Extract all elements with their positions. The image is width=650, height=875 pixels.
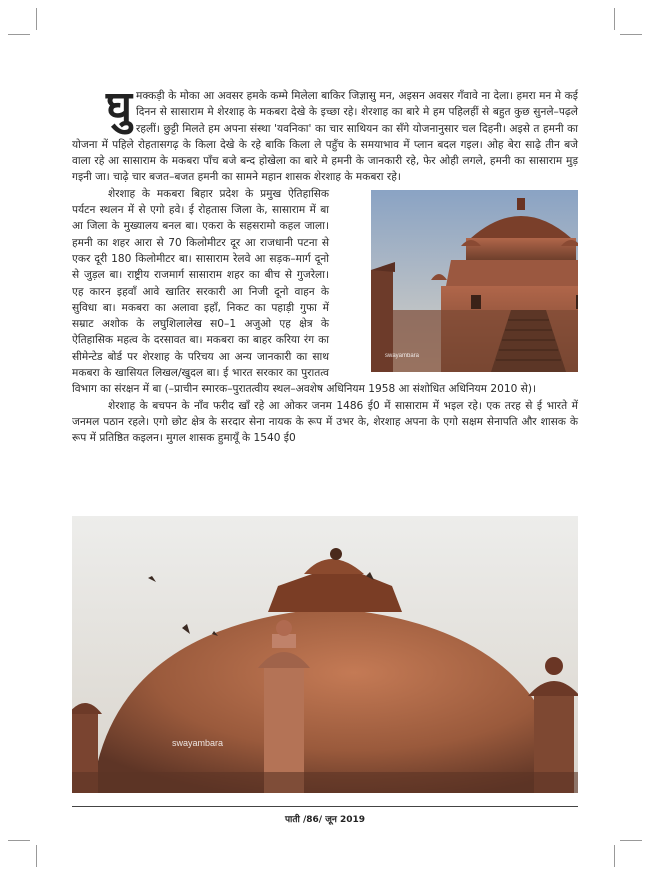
paragraph-1-text: मक्कड़ी के मोका आ अवसर हमके कम्मे मिलेला बाकिर जिज्ञासु मन, अइसन अवसर गँवावे ना देला। हमरा मन मे कई दिनन से सासाराम मे शेरशाह के मकबरा देखे के इच्छा रहे। शेरशाह का बारे मे हम पहिलहीं से बहुत कुछ सुनले–पढ़ले रहलीं। छुट्टी मिलते हम अपना संस्था 'यवनिका' का चार साथियन का सँगे योजनानुसार चल दिहनी। अइसे त हमनी का योजना में पहिले रोहतासगढ़ के किला देखे के रहे बाकि किला ले पहुँच के समयाभाव में प्लान बदल गइल। ओह बेरा साढ़े तीन बजे वाला रहे आ सासाराम के मकबरा पाँच बजे बन्द होखेला का बारे मे हमनी के जानकारी रहे, फेर ओही लगले, हमनी का सासाराम मुड़ गइनी जा। चाढ़े चार बजत–बजत हमनी का सामने महान शासक शेरशाह के मकबरा रहे।	[72, 90, 579, 184]
crop-mark	[614, 845, 615, 867]
paragraph-2-text: शेरशाह के मकबरा बिहार प्रदेश के प्रमुख ऐतिहासिक पर्यटन स्थलन में से एगो हवे। ई रोहतास जिला के, सासाराम में बा आ जिला के मुख्यालय बनल बा। एकरा के सहसरामो कहल जाला। हमनी का शहर आरा से 70 किलोमीटर दूर आ राजधानी पटना से एकर दूरी 180 किलोमीटर बा। सासाराम रेलवे आ सड़क–मार्ग दूनो से जुड़ल बा। राष्ट्रीय राजमार्ग सासाराम शहर का बीच से गुजरेला। एह कारन इहवाँ आवे खातिर सरकारी आ निजी दूनो वाहन के सुविधा बा। मकबरा का अलावा इहाँ, निकट का पहाड़ी गुफा में सम्राट अशोक के लघुशिलालेख स0–1 अजुओ एह क्षेत्र के ऐतिहासिक महत्व के दरसावत बा। मकबरा का बाहर करिया रंग का सीमेन्टेड बोर्ड पर शेरशाह के परिचय आ अन्य जानकारी का साथ मकबरा के खासियत लिखल/खुदल बा। ई भारत सरकार का पुरातत्व विभाग का संरक्षन में बा (–प्राचीन स्मारक–पुरातत्वीय स्थल–अवशेष अधिनियम 1958 आ संशोधित अधिनियम 2010 से)।	[72, 187, 536, 396]
drop-cap: घु	[106, 82, 133, 133]
paragraph-3-text: शेरशाह के बचपन के नाँव फरीद खाँ रहे आ ओकर जनम 1486 ई0 में सासाराम में भइल रहे। एक तरह से ई भारते में जनमल पठान रहले। एगो छोट क्षेत्र के सरदार सेना नायक के रूप में उभर के, शेरशाह अपना के एगो सक्षम सेनापति और शासक के रूप में प्रतिष्ठित कइलन। मुगल शासक हुमायूँ के 1540 ई0	[72, 399, 578, 445]
crop-mark	[36, 845, 37, 867]
crop-mark	[620, 34, 642, 35]
tomb-photo-graphic	[371, 190, 578, 372]
crop-mark	[8, 840, 30, 841]
article-paragraph-1	[72, 82, 579, 186]
article-body	[72, 82, 579, 447]
tomb-photo	[335, 190, 578, 372]
dome-watermark: swayambara	[172, 738, 224, 748]
dome-photo	[72, 516, 578, 793]
photo-watermark: swayambara	[385, 352, 420, 359]
article-paragraph-2	[72, 186, 578, 398]
crop-mark	[36, 8, 37, 30]
article-paragraph-3	[72, 398, 578, 447]
footer-rule	[72, 806, 578, 807]
crop-mark	[8, 34, 30, 35]
page-footer: पाती /86/ जून 2019	[284, 815, 366, 825]
crop-mark	[620, 840, 642, 841]
crop-mark	[614, 8, 615, 30]
dome-photo-graphic	[72, 516, 578, 793]
